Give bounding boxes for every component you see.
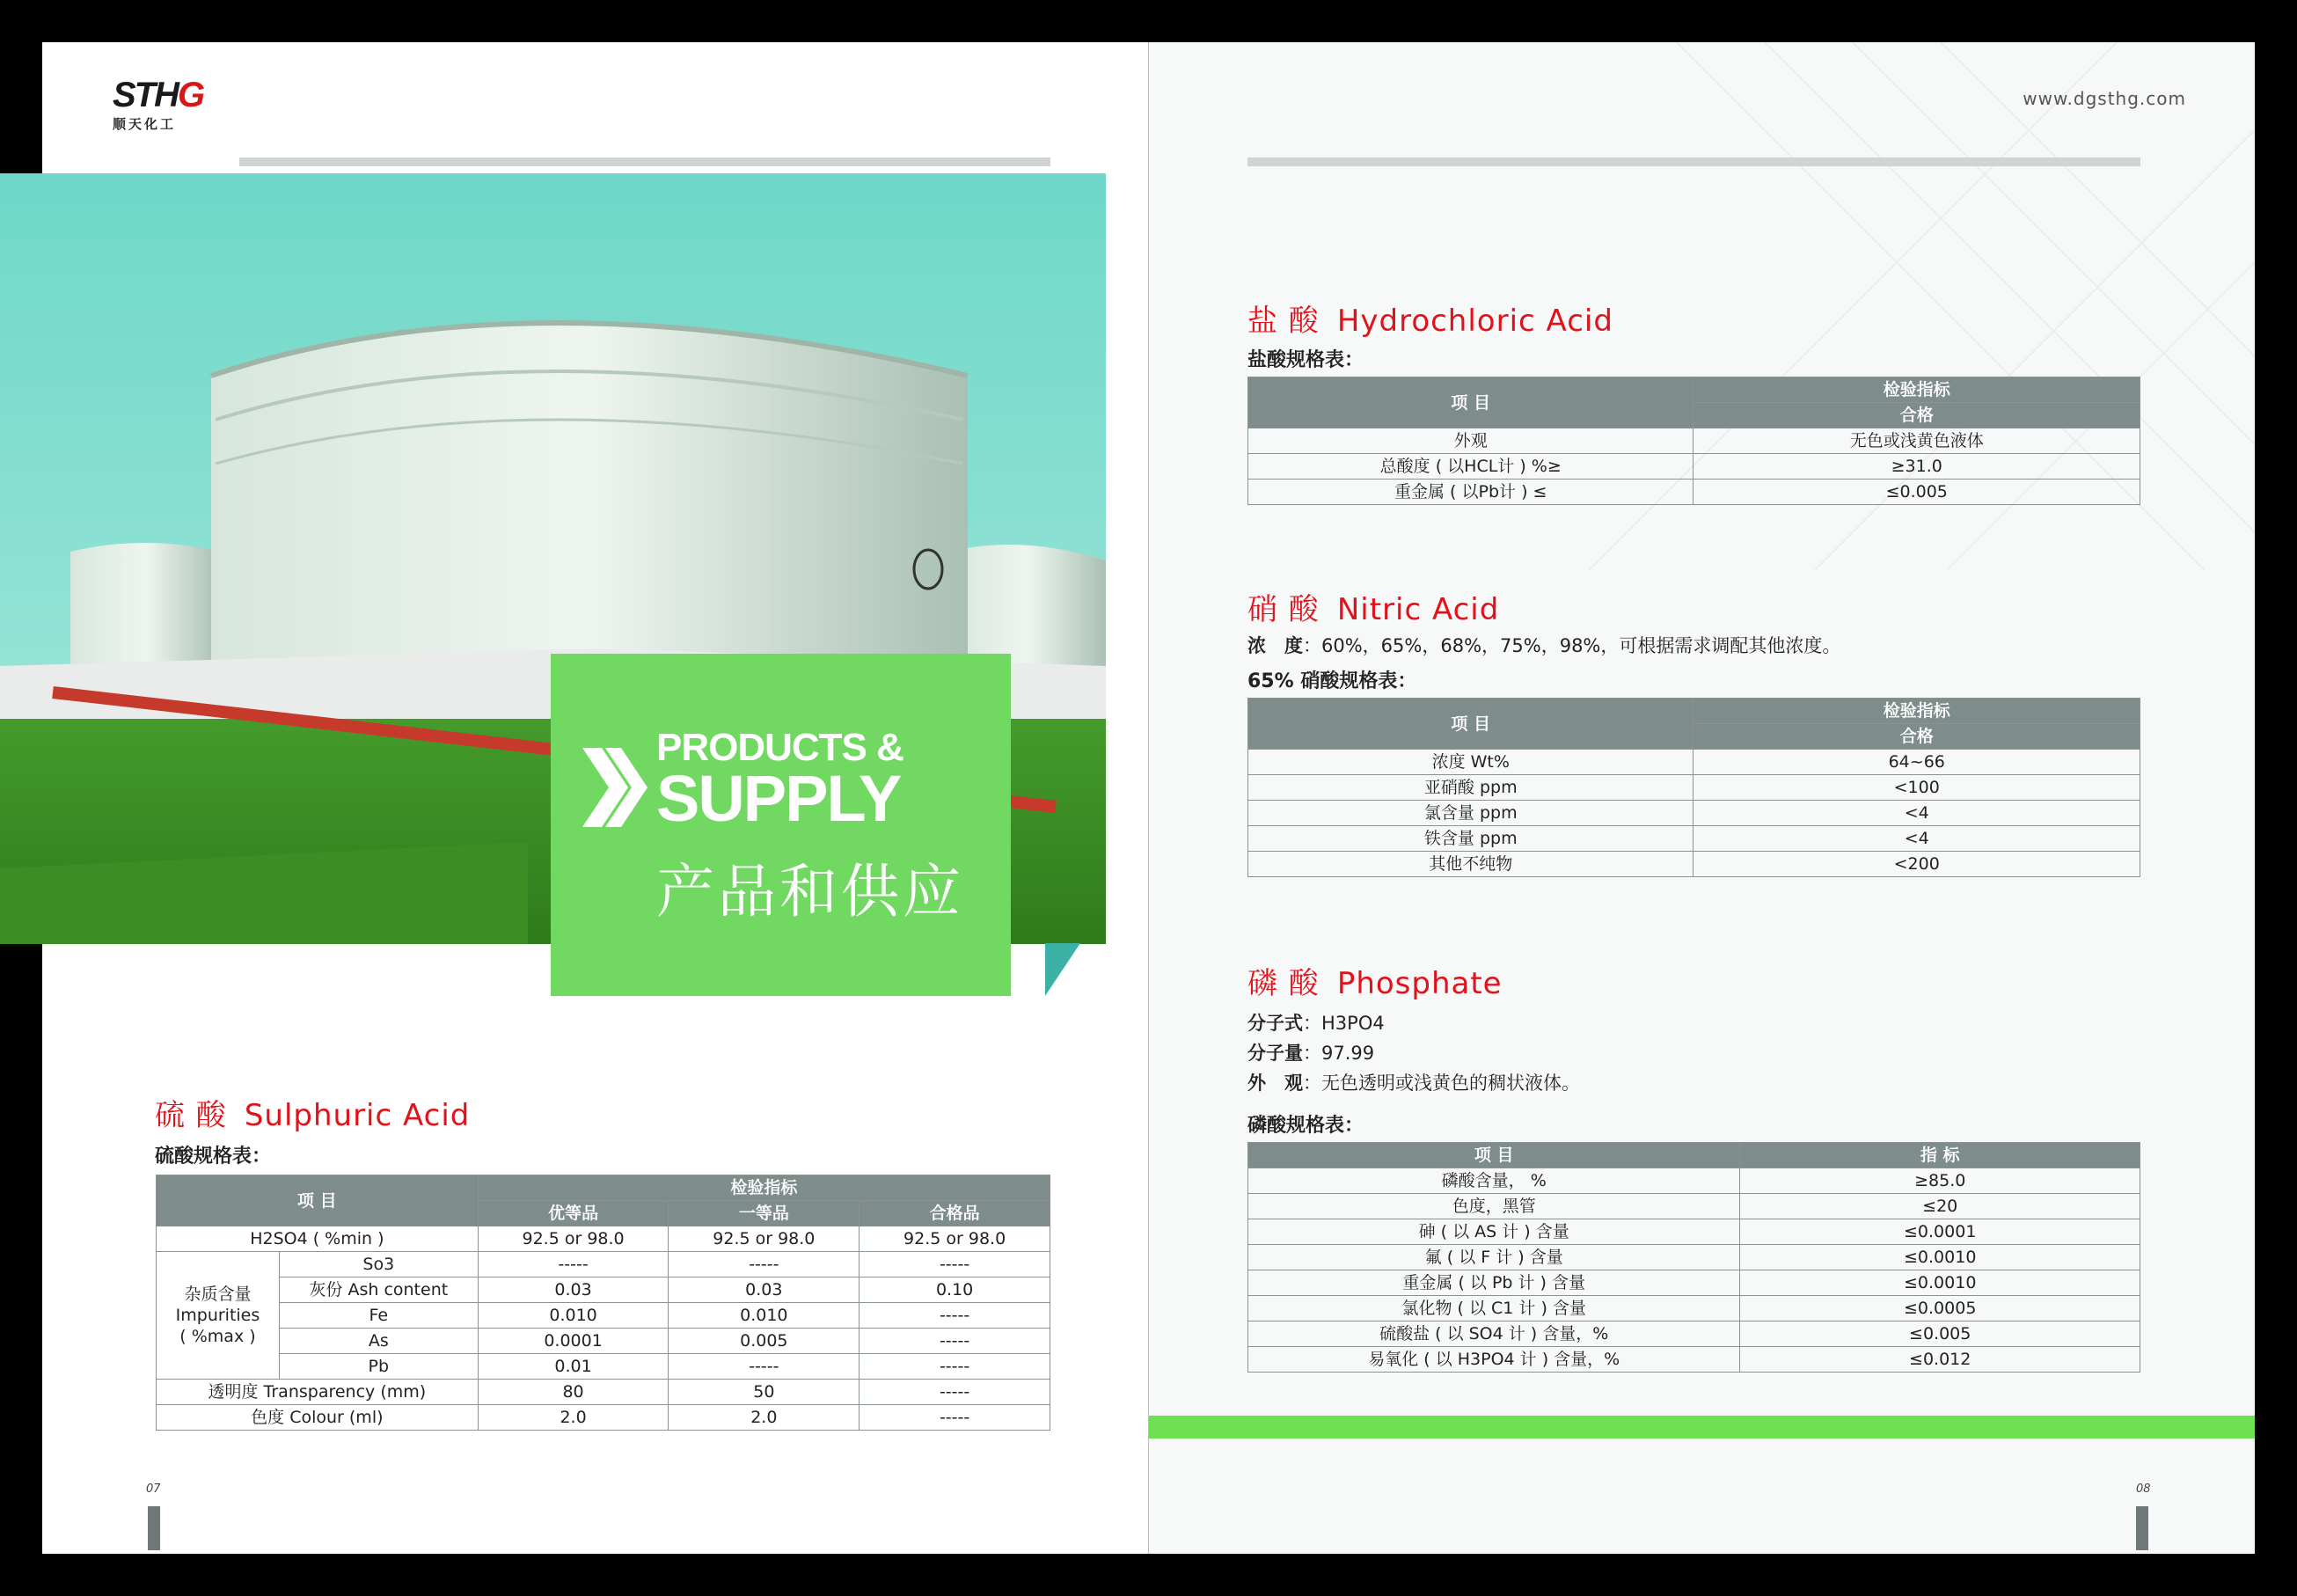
table-row: 其他不纯物 <200 (1248, 852, 2140, 877)
page-tab-right (2136, 1506, 2148, 1550)
nitric-caption: 65% 硝酸规格表： (1247, 670, 1417, 692)
col-item: 项 目 (157, 1175, 479, 1226)
hydrochloric-table: 项 目 检验指标 合格 外观 无色或浅黄色液体 总酸度 ( 以HCL计 ) %≥ ≥31.0 重金属 ( 以Pb计 ) ≤ ≤0.005 (1247, 377, 2140, 505)
grade-2: 一等品 (669, 1201, 860, 1226)
table-row: 重金属 ( 以Pb计 ) ≤ ≤0.005 (1248, 480, 2140, 505)
table-row: 杂质含量 Impurities ( %max ) So3 ----- ----- ----- (157, 1252, 1050, 1278)
header-rule-right (1247, 157, 2140, 166)
table-row: 浓度 Wt% 64~66 (1248, 750, 2140, 775)
table-row: 总酸度 ( 以HCL计 ) %≥ ≥31.0 (1248, 454, 2140, 480)
table-row: As 0.0001 0.005 ----- (157, 1329, 1050, 1354)
brand-logo: STHG 顺天化工 (113, 76, 204, 132)
table-row: 氯含量 ppm <4 (1248, 801, 2140, 826)
grade-3: 合格品 (860, 1201, 1050, 1226)
table-row: 硫酸盐 ( 以 SO4 计 ) 含量，% ≤0.005 (1248, 1321, 2140, 1347)
page-tab-left (148, 1506, 160, 1550)
table-row: 色度，黑管 ≤20 (1248, 1194, 2140, 1219)
spine (1148, 42, 1149, 1554)
banner-line3: 产品和供应 (656, 858, 964, 926)
table-row: 外观 无色或浅黄色液体 (1248, 428, 2140, 454)
table-row: 磷酸含量， % ≥85.0 (1248, 1168, 2140, 1194)
phosphate-appearance: 外 观：无色透明或浅黄色的稠状液体。 (1247, 1073, 1580, 1094)
nitric-table: 项 目 检验指标 合格 浓度 Wt% 64~66 亚硝酸 ppm <100 氯含量 ppm <4 铁含量 ppm <4 其他不纯物 <200 (1247, 698, 2140, 877)
banner-line2: SUPPLY (656, 762, 901, 835)
col-group: 检验指标 (478, 1175, 1050, 1201)
table-row: 灰份 Ash content 0.03 0.03 0.10 (157, 1278, 1050, 1303)
table-row: 砷 ( 以 AS 计 ) 含量 ≤0.0001 (1248, 1219, 2140, 1245)
table-row: 易氧化 ( 以 H3PO4 计 ) 含量，% ≤0.012 (1248, 1347, 2140, 1373)
sulphuric-title: 硫 酸 Sulphuric Acid (155, 1098, 471, 1133)
grade-1: 优等品 (478, 1201, 669, 1226)
table-row: 铁含量 ppm <4 (1248, 826, 2140, 852)
table-row: 重金属 ( 以 Pb 计 ) 含量 ≤0.0010 (1248, 1270, 2140, 1296)
brand-cn: 顺天化工 (113, 116, 177, 132)
hydrochloric-caption: 盐酸规格表： (1247, 349, 1364, 371)
page-number-left: 07 (146, 1483, 161, 1496)
page-number-right: 08 (2136, 1483, 2151, 1496)
header-rule-left (239, 157, 1050, 166)
website-url: www.dgsthg.com (2023, 88, 2186, 109)
footer-green-bar (1149, 1416, 2255, 1439)
impurity-group-label: 杂质含量 Impurities ( %max ) (157, 1252, 280, 1380)
nitric-concentration: 浓 度：60%，65%，68%，75%，98%，可根据需求调配其他浓度。 (1247, 635, 1841, 656)
table-row: Fe 0.010 0.010 ----- (157, 1303, 1050, 1329)
table-row: 亚硝酸 ppm <100 (1248, 775, 2140, 801)
sulphuric-caption: 硫酸规格表： (155, 1146, 272, 1168)
nitric-title: 硝 酸 Nitric Acid (1247, 592, 1500, 627)
table-row: 色度 Colour (ml) 2.0 2.0 ----- (157, 1405, 1050, 1431)
phosphate-table: 项 目 指 标 磷酸含量， % ≥85.0 色度，黑管 ≤20 砷 ( 以 AS 计 ) 含量 ≤0.0001 氟 ( 以 F 计 ) 含量 ≤0.0010 重金属 ( 以 Pb 计 ) 含量 ≤0.0010 氯化物 ( 以 C1 计 ) 含量 ≤0.0005 硫酸盐 ( 以 SO4 计 ) 含量，% ≤0.005 易氧化 ( 以 H3PO4 计 ) 含量，% ≤0.012 (1247, 1142, 2140, 1373)
phosphate-weight: 分子量：97.99 (1247, 1043, 1375, 1064)
table-row: Pb 0.01 ----- ----- (157, 1354, 1050, 1380)
banner-shadow-right (1045, 943, 1080, 996)
table-row: 氯化物 ( 以 C1 计 ) 含量 ≤0.0005 (1248, 1296, 2140, 1321)
phosphate-formula: 分子式：H3PO4 (1247, 1013, 1385, 1034)
banner-line1: PRODUCTS & (656, 726, 903, 769)
chevron-right-icon (582, 748, 653, 827)
table-row: H2SO4 ( %min ) 92.5 or 98.0 92.5 or 98.0 92.5 or 98.0 (157, 1226, 1050, 1252)
phosphate-title: 磷 酸 Phosphate (1247, 966, 1503, 1001)
hydrochloric-title: 盐 酸 Hydrochloric Acid (1247, 304, 1613, 339)
phosphate-caption: 磷酸规格表： (1247, 1115, 1364, 1137)
table-row: 透明度 Transparency (mm) 80 50 ----- (157, 1380, 1050, 1405)
table-row: 氟 ( 以 F 计 ) 含量 ≤0.0010 (1248, 1245, 2140, 1270)
sulphuric-table (156, 1175, 1050, 1431)
